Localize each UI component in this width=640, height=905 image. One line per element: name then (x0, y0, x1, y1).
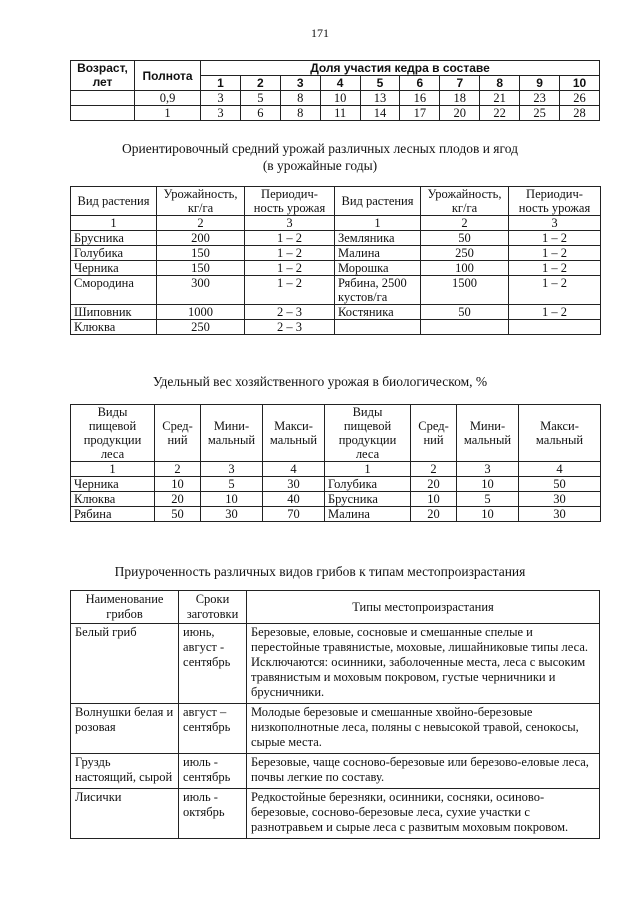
column-header: Периодич- ность урожая (245, 187, 335, 216)
value-cell: 10 (457, 477, 519, 492)
value-cell: 5 (201, 477, 263, 492)
cedar-share-table (70, 60, 600, 121)
value-cell: 250 (157, 320, 245, 335)
value-cell: 40 (263, 492, 325, 507)
table-row (71, 704, 600, 754)
plant-name-cell: Клюква (71, 320, 157, 335)
column-header: Виды пищевой продукции леса (71, 405, 155, 462)
product-name-cell: Голубика (325, 477, 411, 492)
value-cell: 13 (360, 91, 400, 106)
plant-name-cell: Рябина, 2500 кустов/га (335, 276, 421, 305)
column-number: 3 (245, 216, 335, 231)
table3-title: Удельный вес хозяйственного урожая в биологическом, % (152, 374, 488, 389)
plant-name-cell: Морошка (335, 261, 421, 276)
plant-name-cell: Земляника (335, 231, 421, 246)
berry-yield-table (70, 186, 601, 335)
value-cell: 1000 (157, 305, 245, 320)
yield-share-table (70, 404, 601, 522)
value-cell: 250 (421, 246, 509, 261)
value-cell: 10 (155, 477, 201, 492)
column-header: Наименование грибов (71, 591, 179, 624)
plant-name-cell: Брусника (71, 231, 157, 246)
column-header: Мини- мальный (457, 405, 519, 462)
column-header: Макси- мальный (263, 405, 325, 462)
column-number: 2 (155, 462, 201, 477)
column-header: Вид растения (335, 187, 421, 216)
table-row (71, 477, 601, 492)
habitat-cell: Березовые, чаще сосново-березовые или березово-еловые леса, почвы легкие по составу. (247, 754, 600, 789)
table-row (71, 507, 601, 522)
value-cell: 3 (201, 91, 241, 106)
value-cell (509, 320, 601, 335)
table-row (71, 91, 600, 106)
column-number: 3 (201, 462, 263, 477)
share-col-header: 5 (360, 76, 400, 91)
table-row (71, 754, 600, 789)
table-row (71, 789, 600, 839)
value-cell: 30 (263, 477, 325, 492)
value-cell: 20 (411, 507, 457, 522)
value-cell: 30 (519, 507, 601, 522)
value-cell: 14 (360, 106, 400, 121)
plant-name-cell: Малина (335, 246, 421, 261)
value-cell: 1 – 2 (509, 231, 601, 246)
table2-title-line2: (в урожайные годы) (262, 158, 378, 173)
value-cell: 5 (240, 91, 280, 106)
table-row (71, 276, 601, 305)
value-cell: 20 (440, 106, 480, 121)
value-cell: 3 (201, 106, 241, 121)
value-cell: 11 (320, 106, 360, 121)
value-cell: 30 (519, 492, 601, 507)
value-cell: 50 (421, 305, 509, 320)
value-cell: 25 (520, 106, 560, 121)
table2-title-line1: Ориентировочный средний урожай различных лесных плодов и ягод (122, 141, 518, 156)
table-row (71, 305, 601, 320)
column-number: 2 (157, 216, 245, 231)
value-cell: 23 (520, 91, 560, 106)
share-col-header: 4 (320, 76, 360, 91)
value-cell: 16 (400, 91, 440, 106)
product-name-cell: Брусника (325, 492, 411, 507)
value-cell: 18 (440, 91, 480, 106)
value-cell: 26 (560, 91, 600, 106)
value-cell: 1 – 2 (245, 276, 335, 305)
value-cell: 20 (155, 492, 201, 507)
column-number: 1 (335, 216, 421, 231)
value-cell: 50 (421, 231, 509, 246)
column-header: Урожайность, кг/га (157, 187, 245, 216)
age-cell (71, 106, 135, 121)
share-header: Доля участия кедра в составе (201, 61, 600, 76)
value-cell: 100 (421, 261, 509, 276)
habitat-cell: Редкостойные березняки, осинники, сосняки, осиново-березовые, сосново-березовые леса, сухие участки с разнотравьем и сырые леса с развитым моховым покровом. (247, 789, 600, 839)
value-cell: 8 (280, 106, 320, 121)
column-header: Мини- мальный (201, 405, 263, 462)
plant-name-cell: Черника (71, 261, 157, 276)
value-cell: 20 (411, 477, 457, 492)
density-cell: 0,9 (135, 91, 201, 106)
value-cell: 1 – 2 (509, 276, 601, 305)
share-col-header: 1 (201, 76, 241, 91)
column-header: Макси- мальный (519, 405, 601, 462)
value-cell: 50 (519, 477, 601, 492)
share-col-header: 10 (560, 76, 600, 91)
plant-name-cell: Голубика (71, 246, 157, 261)
column-number: 1 (325, 462, 411, 477)
plant-name-cell: Смородина (71, 276, 157, 305)
column-header: Типы местопроизрастания (247, 591, 600, 624)
value-cell: 300 (157, 276, 245, 305)
value-cell: 150 (157, 261, 245, 276)
table-row (71, 106, 600, 121)
column-header: Урожайность, кг/га (421, 187, 509, 216)
density-header: Полнота (135, 61, 201, 91)
value-cell: 22 (480, 106, 520, 121)
value-cell: 2 – 3 (245, 320, 335, 335)
value-cell: 10 (411, 492, 457, 507)
harvest-period-cell: август – сентябрь (179, 704, 247, 754)
table-row (71, 246, 601, 261)
value-cell (421, 320, 509, 335)
value-cell: 1 – 2 (509, 246, 601, 261)
value-cell: 1 – 2 (245, 231, 335, 246)
value-cell: 1 – 2 (245, 246, 335, 261)
column-number: 3 (509, 216, 601, 231)
table-row (71, 261, 601, 276)
column-number: 2 (421, 216, 509, 231)
column-header: Сред- ний (155, 405, 201, 462)
product-name-cell: Рябина (71, 507, 155, 522)
column-number: 4 (519, 462, 601, 477)
value-cell: 10 (201, 492, 263, 507)
age-cell (71, 91, 135, 106)
share-col-header: 3 (280, 76, 320, 91)
share-col-header: 6 (400, 76, 440, 91)
density-cell: 1 (135, 106, 201, 121)
plant-name-cell: Костяника (335, 305, 421, 320)
harvest-period-cell: июль - сентябрь (179, 754, 247, 789)
value-cell: 17 (400, 106, 440, 121)
value-cell: 150 (157, 246, 245, 261)
value-cell: 1 – 2 (509, 305, 601, 320)
plant-name-cell (335, 320, 421, 335)
share-col-header: 8 (480, 76, 520, 91)
table-row (71, 320, 601, 335)
value-cell: 2 – 3 (245, 305, 335, 320)
value-cell: 10 (457, 507, 519, 522)
column-header: Виды пищевой продукции леса (325, 405, 411, 462)
share-col-header: 2 (240, 76, 280, 91)
mushroom-name-cell: Белый гриб (71, 624, 179, 704)
value-cell: 6 (240, 106, 280, 121)
column-header: Сред- ний (411, 405, 457, 462)
value-cell: 1 – 2 (245, 261, 335, 276)
mushroom-name-cell: Груздь настоящий, сырой (71, 754, 179, 789)
value-cell: 21 (480, 91, 520, 106)
column-number: 1 (71, 462, 155, 477)
table-row (71, 492, 601, 507)
plant-name-cell: Шиповник (71, 305, 157, 320)
value-cell: 30 (201, 507, 263, 522)
value-cell: 8 (280, 91, 320, 106)
column-header: Сроки заготовки (179, 591, 247, 624)
value-cell: 28 (560, 106, 600, 121)
column-header: Вид растения (71, 187, 157, 216)
value-cell: 50 (155, 507, 201, 522)
table-row (71, 231, 601, 246)
value-cell: 70 (263, 507, 325, 522)
value-cell: 5 (457, 492, 519, 507)
column-number: 2 (411, 462, 457, 477)
mushroom-name-cell: Волнушки белая и розовая (71, 704, 179, 754)
product-name-cell: Клюква (71, 492, 155, 507)
product-name-cell: Малина (325, 507, 411, 522)
mushroom-habitat-table (70, 590, 600, 839)
mushroom-name-cell: Лисички (71, 789, 179, 839)
age-header: Возраст, лет (71, 61, 135, 91)
value-cell: 10 (320, 91, 360, 106)
value-cell: 1 – 2 (509, 261, 601, 276)
habitat-cell: Молодые березовые и смешанные хвойно-березовые низкополнотные леса, поляны с невысокой травой, сенокосы, сырые места. (247, 704, 600, 754)
product-name-cell: Черника (71, 477, 155, 492)
table4-title: Приуроченность различных видов грибов к типам местопроизрастания (114, 564, 526, 579)
harvest-period-cell: июнь, август - сентябрь (179, 624, 247, 704)
share-col-header: 7 (440, 76, 480, 91)
column-number: 3 (457, 462, 519, 477)
habitat-cell: Березовые, еловые, сосновые и смешанные спелые и перестойные травянистые, моховые, лишайниковые типы леса. Исключаются: осинники, заболоченные места, леса с высоким травянистым и моховым покровом, густые черничники и брусничники. (247, 624, 600, 704)
harvest-period-cell: июль - октябрь (179, 789, 247, 839)
page-number: 171 (311, 26, 329, 40)
column-number: 4 (263, 462, 325, 477)
column-number: 1 (71, 216, 157, 231)
column-header: Периодич- ность урожая (509, 187, 601, 216)
value-cell: 200 (157, 231, 245, 246)
share-col-header: 9 (520, 76, 560, 91)
table-row (71, 624, 600, 704)
value-cell: 1500 (421, 276, 509, 305)
